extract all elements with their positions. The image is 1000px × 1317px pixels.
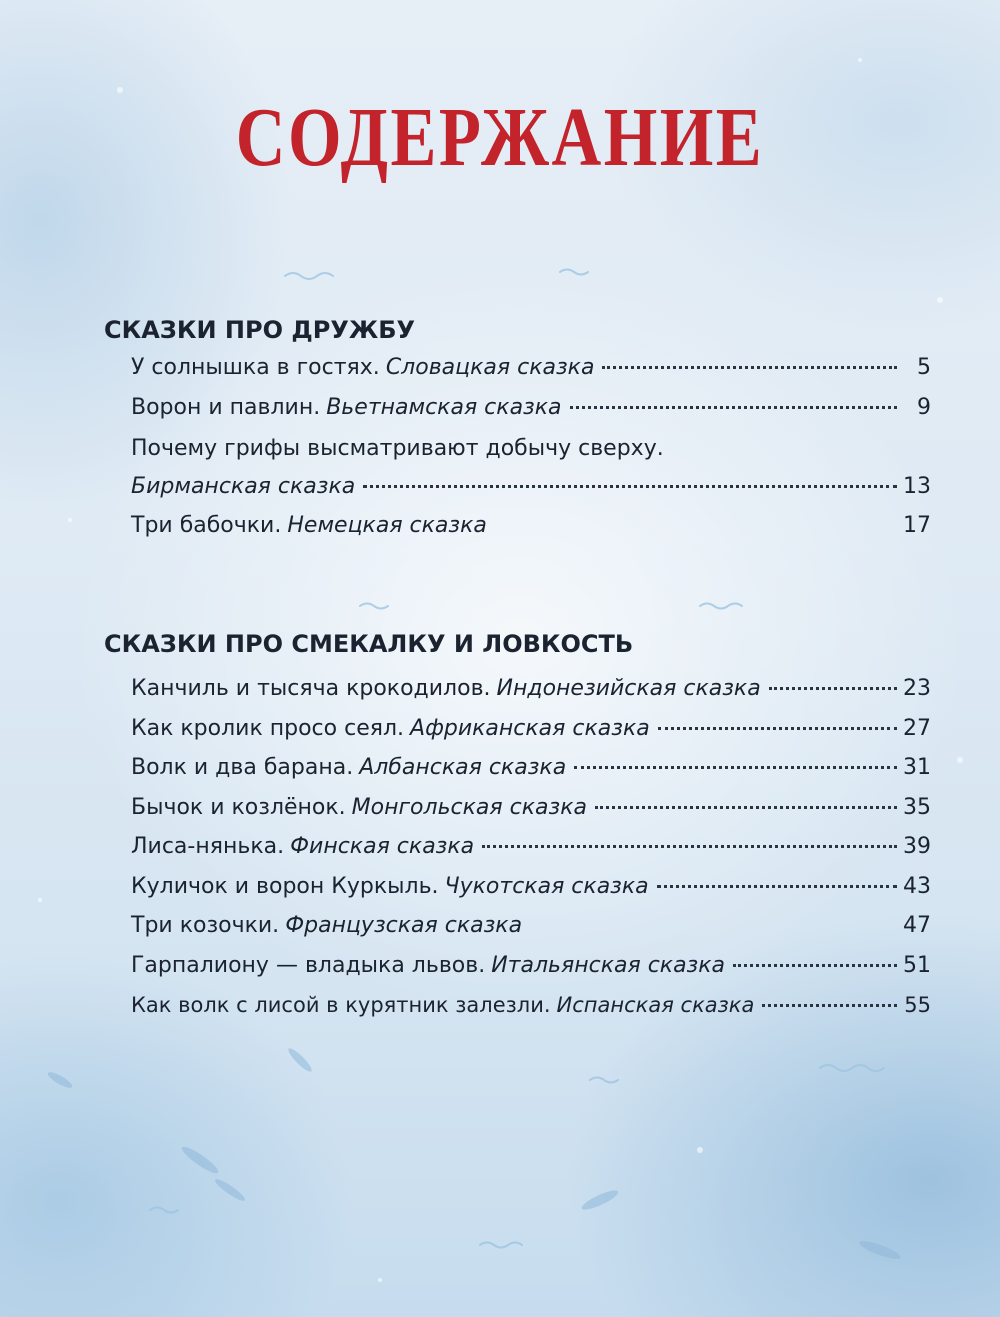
story-title: Три козочки. (131, 913, 280, 938)
toc-entry[interactable] (131, 672, 931, 706)
toc-entry[interactable] (131, 949, 931, 983)
story-origin: Африканская сказка (410, 716, 650, 741)
page-number: 27 (903, 716, 931, 741)
story-title: Три бабочки. (131, 513, 282, 538)
page-number: 17 (903, 513, 931, 538)
page-number: 9 (917, 395, 931, 420)
toc-entry[interactable] (131, 391, 931, 425)
wave-mark (560, 270, 588, 275)
story-title: Как кролик просо сеял. (131, 716, 405, 741)
story-origin: Индонезийская сказка (496, 676, 761, 701)
story-title[interactable]: Почему грифы высматривают добычу сверху. (131, 436, 664, 461)
wave-mark (150, 1208, 178, 1213)
story-title: Ворон и павлин. (131, 395, 321, 420)
wave-mark (480, 1243, 522, 1248)
story-origin: Бирманская сказка (131, 474, 356, 499)
story-origin: Испанская сказка (556, 993, 755, 1017)
page-number: 35 (903, 795, 931, 820)
story-title: Куличок и ворон Куркыль. (131, 874, 439, 899)
story-origin: Чукотская сказка (444, 874, 649, 899)
dot-leader (570, 406, 897, 409)
story-title: Канчиль и тысяча крокодилов. (131, 676, 491, 701)
toc-entry[interactable] (131, 712, 931, 746)
dot-leader (658, 727, 897, 730)
wave-mark (360, 604, 388, 609)
toc-entry[interactable] (131, 509, 931, 543)
page-number: 5 (917, 355, 931, 380)
story-title: У солнышка в гостях. (131, 355, 380, 380)
fish-shape (858, 1238, 903, 1262)
page-number: 51 (903, 953, 931, 978)
story-origin: Монгольская сказка (351, 795, 587, 820)
story-origin: Словацкая сказка (385, 355, 595, 380)
toc-entry[interactable] (131, 988, 931, 1022)
wave-mark (590, 1078, 618, 1083)
story-origin: Французская сказка (285, 913, 523, 938)
story-origin: Финская сказка (290, 834, 475, 859)
toc-entry[interactable] (131, 830, 931, 864)
toc-entry[interactable] (131, 351, 931, 385)
fish-shape (580, 1187, 620, 1213)
page-number: 23 (903, 676, 931, 701)
dot-leader (530, 924, 897, 927)
story-origin: Итальянская сказка (491, 953, 726, 978)
dot-leader (733, 964, 897, 967)
dot-leader (657, 885, 897, 888)
story-origin: Албанская сказка (359, 755, 567, 780)
dot-leader (602, 366, 897, 369)
section-heading-friendship: СКАЗКИ ПРО ДРУЖБУ (104, 316, 415, 344)
story-origin: Немецкая сказка (287, 513, 487, 538)
fish-shape (286, 1046, 314, 1074)
wave-mark (820, 1065, 884, 1071)
page-number: 55 (904, 993, 931, 1017)
dot-leader (482, 845, 897, 848)
dot-leader (363, 485, 897, 488)
story-title: Как волк с лисой в курятник залезли. (131, 993, 551, 1017)
dot-leader (595, 806, 897, 809)
dot-leader (769, 687, 897, 690)
dot-leader (495, 524, 897, 527)
page-title: СОДЕРЖАНИЕ (235, 91, 765, 184)
dot-leader (762, 1004, 897, 1007)
story-title: Лиса-нянька. (131, 834, 285, 859)
wave-mark (700, 604, 742, 609)
page-number: 47 (903, 913, 931, 938)
story-origin: Вьетнамская сказка (326, 395, 562, 420)
wave-mark (285, 273, 333, 279)
toc-entry[interactable] (131, 870, 931, 904)
dot-leader (574, 766, 897, 769)
fish-shape (179, 1143, 221, 1176)
page-number: 13 (903, 474, 931, 499)
toc-entry[interactable] (131, 791, 931, 825)
toc-entry[interactable] (131, 751, 931, 785)
toc-entry[interactable] (131, 909, 931, 943)
page-number: 43 (903, 874, 931, 899)
fish-shape (46, 1070, 74, 1091)
story-title: Волк и два барана. (131, 755, 354, 780)
story-title: Бычок и козлёнок. (131, 795, 346, 820)
story-title: Гарпалиону — владыка львов. (131, 953, 486, 978)
section-heading-wit: СКАЗКИ ПРО СМЕКАЛКУ И ЛОВКОСТЬ (104, 630, 634, 658)
fish-shape (213, 1176, 247, 1203)
toc-entry[interactable] (131, 470, 931, 504)
page-number: 31 (903, 755, 931, 780)
page-number: 39 (903, 834, 931, 859)
